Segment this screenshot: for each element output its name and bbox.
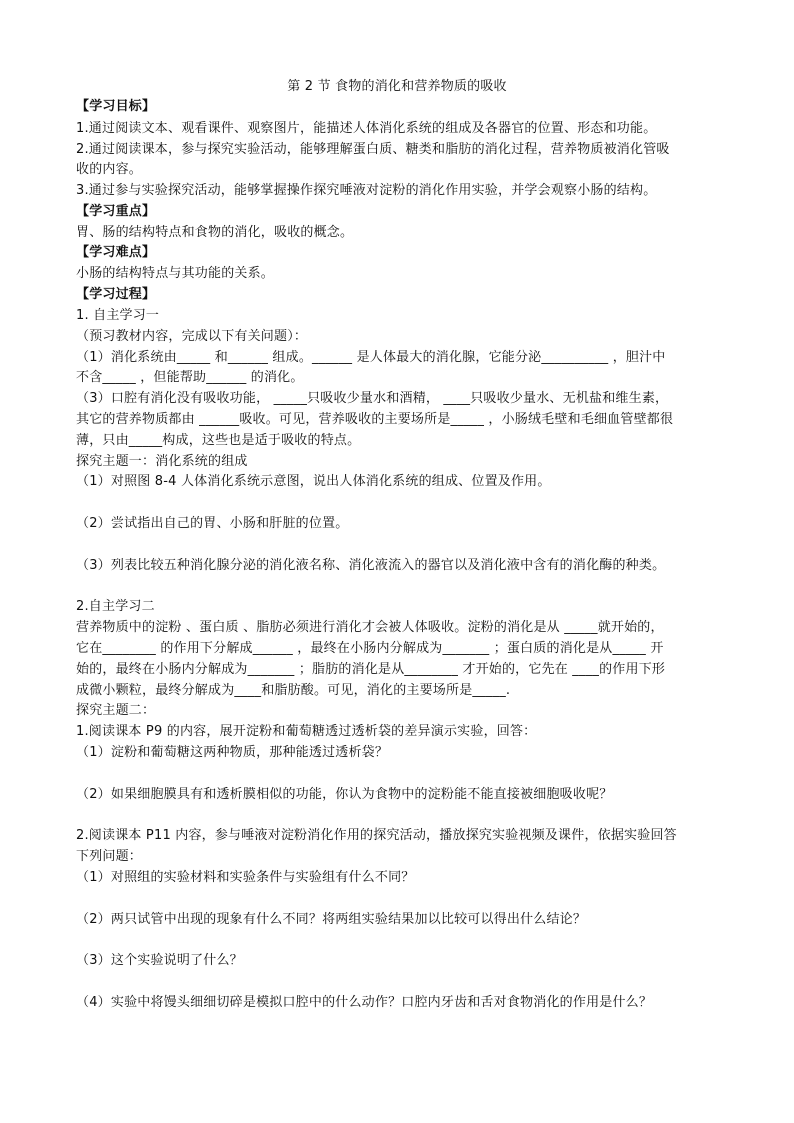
process-heading: 【学习过程】 (76, 287, 156, 302)
fill-in-line: 薄，只由_____构成，这些也是适于吸收的特点。 (76, 433, 361, 448)
fill-in-line: 营养物质中的淀粉 、蛋白质 、脂肪必须进行消化才会被人体吸收。淀粉的消化是从 _____就开始的， (76, 620, 664, 635)
topic-2-paragraph: 1.阅读课本 P9 的内容，展开淀粉和葡萄糖透过透析袋的差异演示实验，回答： (76, 724, 537, 739)
objectives-heading: 【学习目标】 (76, 99, 156, 114)
difficulty-heading: 【学习难点】 (76, 245, 156, 260)
key-heading: 【学习重点】 (76, 204, 156, 219)
objective-line: 1.通过阅读文本、观看课件、观察图片，能描述人体消化系统的组成及各器官的位置、形态和功能。 (76, 121, 657, 136)
fill-in-line: 不含_____ ，但能帮助______ 的消化。 (76, 370, 304, 385)
self-study-1-intro: （预习教材内容，完成以下有关问题）： (76, 329, 308, 344)
difficulty-text: 小肠的结构特点与其功能的关系。 (76, 266, 275, 281)
topic-1-question: （3）列表比较五种消化腺分泌的消化液名称、消化液流入的器官以及消化液中含有的消化酶的种类。 (76, 558, 666, 573)
objective-line: 3.通过参与实验探究活动，能够掌握操作探究唾液对淀粉的消化作用实验，并学会观察小肠的结构。 (76, 183, 657, 198)
topic-2-paragraph: 2.阅读课本 P11 内容，参与唾液对淀粉消化作用的探究活动，播放探究实验视频及课件，依据实验回答 (76, 828, 677, 843)
self-study-2-title: 2.自主学习二 (76, 599, 155, 614)
topic-2-question: （2）两只试管中出现的现象有什么不同？将两组实验结果加以比较可以得出什么结论？ (76, 912, 587, 927)
topic-1-title: 探究主题一：消化系统的组成 (76, 454, 248, 469)
page-title: 第 2 节 食物的消化和营养物质的吸收 (287, 79, 507, 94)
objective-line: 收的内容。 (76, 162, 143, 177)
topic-2-question: （1）淀粉和葡萄糖这两种物质，那种能透过透析袋？ (76, 745, 389, 760)
self-study-1-title: 1. 自主学习一 (76, 308, 160, 323)
fill-in-line: 始的，最终在小肠内分解成为_______ ；脂肪的消化是从________ 才开始的，它先在 ____的作用下形 (76, 662, 666, 677)
fill-in-line: 其它的营养物质都由 ______吸收。可见，营养吸收的主要场所是_____ ，小肠绒毛壁和毛细血管壁都很 (76, 412, 674, 427)
topic-2-question: （4）实验中将馒头细细切碎是模拟口腔中的什么动作？口腔内牙齿和舌对食物消化的作用是什么？ (76, 995, 653, 1010)
topic-2-question: （2）如果细胞膜具有和透析膜相似的功能，你认为食物中的淀粉能不能直接被细胞吸收呢？ (76, 787, 613, 802)
topic-2-paragraph: 下列问题： (76, 849, 143, 864)
objective-line: 2.通过阅读课本，参与探究实验活动，能够理解蛋白质、糖类和脂肪的消化过程，营养物质被消化管吸 (76, 142, 670, 157)
topic-1-question: （2）尝试指出自己的胃、小肠和肝脏的位置。 (76, 516, 349, 531)
topic-2-title: 探究主题二： (76, 703, 156, 718)
key-text: 胃、肠的结构特点和食物的消化，吸收的概念。 (76, 225, 354, 240)
topic-2-question: （3）这个实验说明了什么？ (76, 953, 243, 968)
topic-1-question: （1）对照图 8-4 人体消化系统示意图，说出人体消化系统的组成、位置及作用。 (76, 474, 551, 489)
fill-in-line: （3）口腔有消化没有吸收功能， _____只吸收少量水和酒精， ____只吸收少量水、无机盐和维生素， (76, 391, 669, 406)
fill-in-line: （1）消化系统由_____ 和______ 组成。______ 是人体最大的消化腺，它能分泌__________ ，胆汁中 (76, 350, 666, 365)
topic-2-question: （1）对照组的实验材料和实验条件与实验组有什么不同？ (76, 870, 415, 885)
fill-in-line: 成微小颗粒，最终分解成为____和脂肪酸。可见，消化的主要场所是_____. (76, 683, 511, 698)
fill-in-line: 它在________ 的作用下分解成______ ，最终在小肠内分解成为_______ ；蛋白质的消化是从_____ 开 (76, 641, 664, 656)
